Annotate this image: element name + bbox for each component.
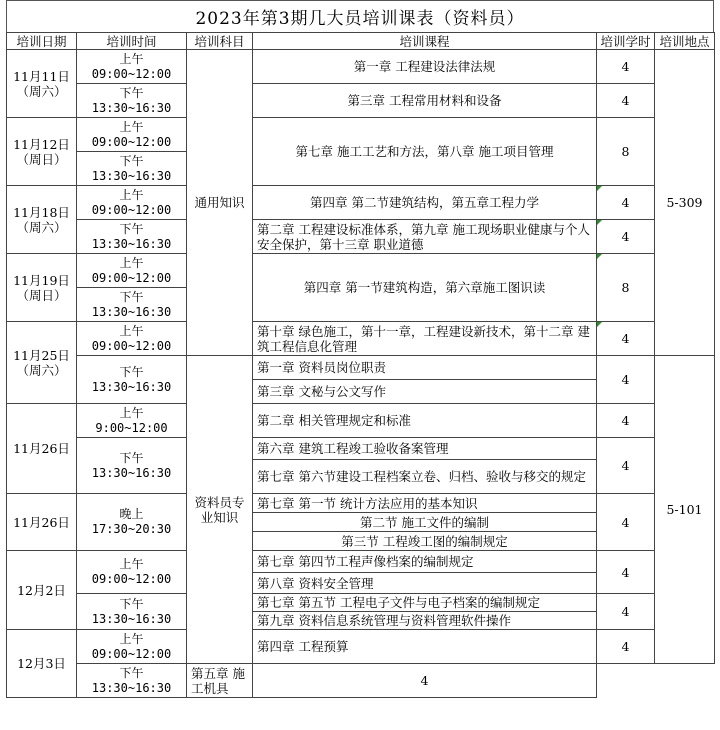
table-row (7, 594, 715, 612)
table-row (7, 356, 715, 380)
course-cell: 第六章 建筑工程竣工验收备案管理 (253, 438, 597, 460)
hours-cell: 4 (597, 356, 655, 404)
time-cell: 下午 13:30~16:30 (77, 220, 187, 254)
table-row (7, 404, 715, 438)
course-cell: 第四章 工程预算 (253, 630, 597, 664)
location-cell: 5-309 (655, 50, 715, 356)
course-cell: 第七章 第六节建设工程档案立卷、归档、验收与移交的规定 (253, 460, 597, 494)
time-cell: 上午 9:00~12:00 (77, 404, 187, 438)
subject-cell: 通用知识 (187, 50, 253, 356)
time-cell: 上午 09:00~12:00 (77, 118, 187, 152)
table-row (7, 494, 715, 513)
course-cell: 第四章 第二节建筑结构，第五章工程力学 (253, 186, 597, 220)
hours-cell: 8 (597, 254, 655, 322)
table-row (7, 322, 715, 356)
course-cell: 第七章 第四节工程声像档案的编制规定 (253, 551, 597, 573)
course-cell: 第一章 工程建设法律法规 (253, 50, 597, 84)
header-location: 培训地点 (655, 33, 715, 50)
hours-cell: 4 (597, 322, 655, 356)
course-cell: 第八章 资料安全管理 (253, 573, 597, 594)
time-cell: 上午 09:00~12:00 (77, 551, 187, 594)
header-subject: 培训科目 (187, 33, 253, 50)
course-cell: 第二章 工程建设标准体系，第九章 施工现场职业健康与个人安全保护，第十三章 职业道德 (253, 220, 597, 254)
hours-cell: 4 (597, 594, 655, 630)
subject-cell: 资料员专业知识 (187, 356, 253, 664)
table-row (7, 438, 715, 460)
course-cell: 第五章 施工机具 (187, 664, 253, 698)
time-cell: 下午 13:30~16:30 (77, 84, 187, 118)
time-cell: 上午 09:00~12:00 (77, 322, 187, 356)
course-cell: 第七章 第五节 工程电子文件与电子档案的编制规定 (253, 594, 597, 612)
table-row (7, 118, 715, 152)
course-cell: 第二节 施工文件的编制 (253, 513, 597, 532)
table-row (7, 551, 715, 573)
header-time: 培训时间 (77, 33, 187, 50)
date-cell: 11月11日 （周六） (7, 50, 77, 118)
table-row (7, 220, 715, 254)
course-cell: 第十章 绿色施工，第十一章，工程建设新技术，第十二章 建筑工程信息化管理 (253, 322, 597, 356)
date-cell: 12月2日 (7, 551, 77, 630)
date-cell: 11月12日 （周日） (7, 118, 77, 186)
course-cell: 第二章 相关管理规定和标准 (253, 404, 597, 438)
time-cell: 晚上 17:30~20:30 (77, 494, 187, 551)
time-cell: 下午 13:30~16:30 (77, 152, 187, 186)
table-row (7, 630, 715, 664)
table-row (7, 50, 715, 84)
time-cell: 上午 09:00~12:00 (77, 630, 187, 664)
course-cell: 第三章 工程常用材料和设备 (253, 84, 597, 118)
header-course: 培训课程 (253, 33, 597, 50)
course-cell: 第七章 第一节 统计方法应用的基本知识 (253, 494, 597, 513)
hours-cell: 4 (597, 551, 655, 594)
table-row (7, 186, 715, 220)
time-cell: 下午 13:30~16:30 (77, 438, 187, 494)
location-cell: 5-101 (655, 356, 715, 664)
date-cell: 11月26日 (7, 494, 77, 551)
time-cell: 上午 09:00~12:00 (77, 254, 187, 288)
course-cell: 第七章 施工工艺和方法，第八章 施工项目管理 (253, 118, 597, 186)
table-row (7, 664, 715, 698)
course-cell: 第三节 工程竣工图的编制规定 (253, 532, 597, 551)
time-cell: 上午 09:00~12:00 (77, 186, 187, 220)
hours-cell: 4 (597, 186, 655, 220)
header-hours: 培训学时 (597, 33, 655, 50)
date-cell: 11月18日 （周六） (7, 186, 77, 254)
date-cell: 12月3日 (7, 630, 77, 698)
hours-cell: 4 (597, 438, 655, 494)
time-cell: 下午 13:30~16:30 (77, 356, 187, 404)
hours-cell: 4 (597, 50, 655, 84)
table-row (7, 84, 715, 118)
hours-cell: 4 (253, 664, 597, 698)
date-cell: 11月25日 （周六） (7, 322, 77, 404)
date-cell: 11月26日 (7, 404, 77, 494)
schedule-table (6, 32, 715, 698)
date-cell: 11月19日 （周日） (7, 254, 77, 322)
course-cell: 第九章 资料信息系统管理与资料管理软件操作 (253, 612, 597, 630)
hours-cell: 4 (597, 630, 655, 664)
hours-cell: 4 (597, 84, 655, 118)
page-title: 2023年第3期几大员培训课表（资料员） (6, 0, 714, 32)
course-cell: 第一章 资料员岗位职责 (253, 356, 597, 380)
hours-cell: 4 (597, 220, 655, 254)
hours-cell: 4 (597, 404, 655, 438)
header-row (7, 33, 715, 50)
header-date: 培训日期 (7, 33, 77, 50)
time-cell: 下午 13:30~16:30 (77, 288, 187, 322)
time-cell: 下午 13:30~16:30 (77, 594, 187, 630)
hours-cell: 8 (597, 118, 655, 186)
time-cell: 上午 09:00~12:00 (77, 50, 187, 84)
course-cell: 第三章 文秘与公文写作 (253, 380, 597, 404)
table-row (7, 254, 715, 288)
course-cell: 第四章 第一节建筑构造，第六章施工图识读 (253, 254, 597, 322)
hours-cell: 4 (597, 494, 655, 551)
time-cell: 下午 13:30~16:30 (77, 664, 187, 698)
